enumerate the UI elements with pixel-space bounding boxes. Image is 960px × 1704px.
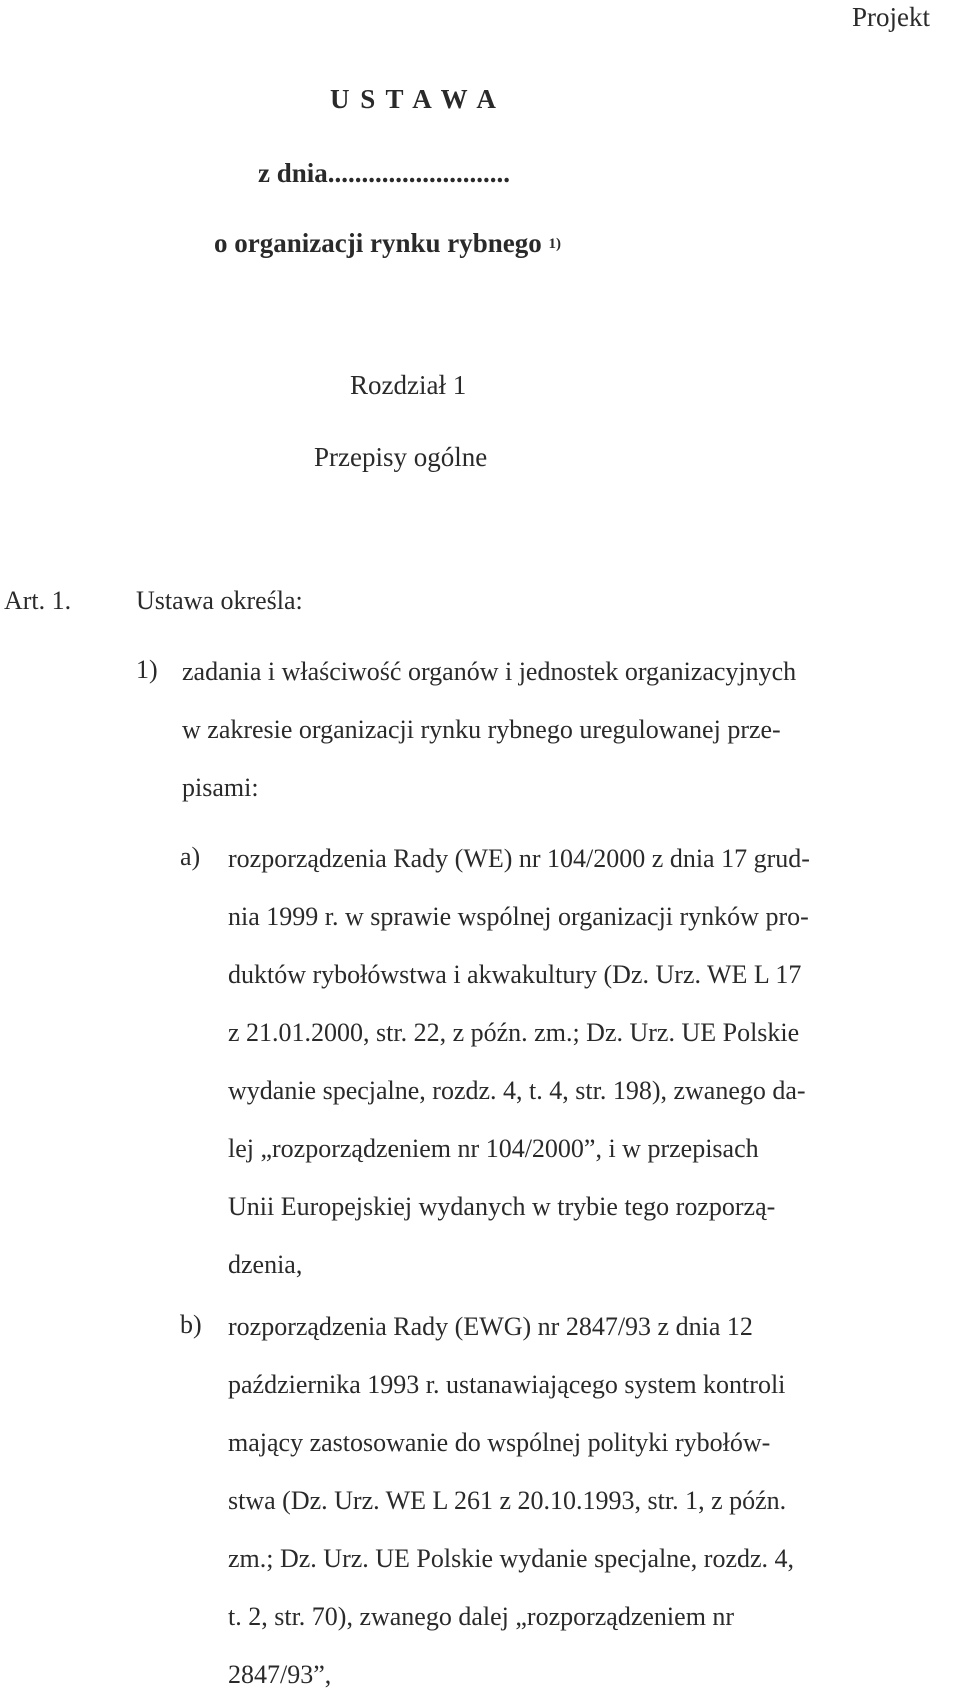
text-line: mający zastosowanie do wspólnej polityki rybołów- xyxy=(228,1428,771,1457)
chapter-name: Przepisy ogólne xyxy=(314,442,488,472)
text-line: z 21.01.2000, str. 22, z późn. zm.; Dz. Urz. UE Polskie xyxy=(228,1018,800,1047)
subitem-b-letter: b) xyxy=(180,1310,202,1339)
item-number: 1) xyxy=(136,655,158,684)
projekt-label: Projekt xyxy=(852,2,930,32)
article-intro: Ustawa określa: xyxy=(136,586,303,615)
text-line: lej „rozporządzeniem nr 104/2000”, i w przepisach xyxy=(228,1134,759,1163)
text-line: października 1993 r. ustanawiającego system kontroli xyxy=(228,1370,786,1399)
text-line: stwa (Dz. Urz. WE L 261 z 20.10.1993, str. 1, z późn. xyxy=(228,1486,787,1515)
text-line: t. 2, str. 70), zwanego dalej „rozporządzeniem nr xyxy=(228,1602,735,1631)
article-label: Art. 1. xyxy=(4,586,72,615)
text-line: 2847/93”, xyxy=(228,1660,332,1689)
text-line: wydanie specjalne, rozdz. 4, t. 4, str. 198), zwanego da- xyxy=(228,1076,806,1105)
chapter-number: Rozdział 1 xyxy=(350,370,467,400)
text-line: rozporządzenia Rady (EWG) nr 2847/93 z dnia 12 xyxy=(228,1312,753,1341)
act-title xyxy=(214,230,561,257)
text-line: rozporządzenia Rady (WE) nr 104/2000 z dnia 17 grud- xyxy=(228,844,810,873)
subitem-b-text xyxy=(228,1298,914,1704)
act-type-heading: U S T A W A xyxy=(330,84,498,114)
footnote-marker: 1) xyxy=(548,236,561,252)
text-line: Unii Europejskiej wydanych w trybie tego rozporzą- xyxy=(228,1192,776,1221)
text-line: dzenia, xyxy=(228,1250,303,1279)
text-line: nia 1999 r. w sprawie wspólnej organizacji rynków pro- xyxy=(228,902,809,931)
text-line: duktów rybołówstwa i akwakultury (Dz. Urz. WE L 17 xyxy=(228,960,802,989)
act-title-text: o organizacji rynku rybnego xyxy=(214,228,542,258)
act-date-heading: z dnia........................... xyxy=(258,158,511,188)
item-1-text xyxy=(182,643,914,817)
text-line: zadania i właściwość organów i jednostek organizacyjnych xyxy=(182,657,797,686)
text-line: w zakresie organizacji rynku rybnego uregulowanej prze- xyxy=(182,715,781,744)
subitem-a-letter: a) xyxy=(180,842,201,871)
subitem-a-text xyxy=(228,830,914,1294)
text-line: pisami: xyxy=(182,773,259,802)
text-line: zm.; Dz. Urz. UE Polskie wydanie specjalne, rozdz. 4, xyxy=(228,1544,795,1573)
